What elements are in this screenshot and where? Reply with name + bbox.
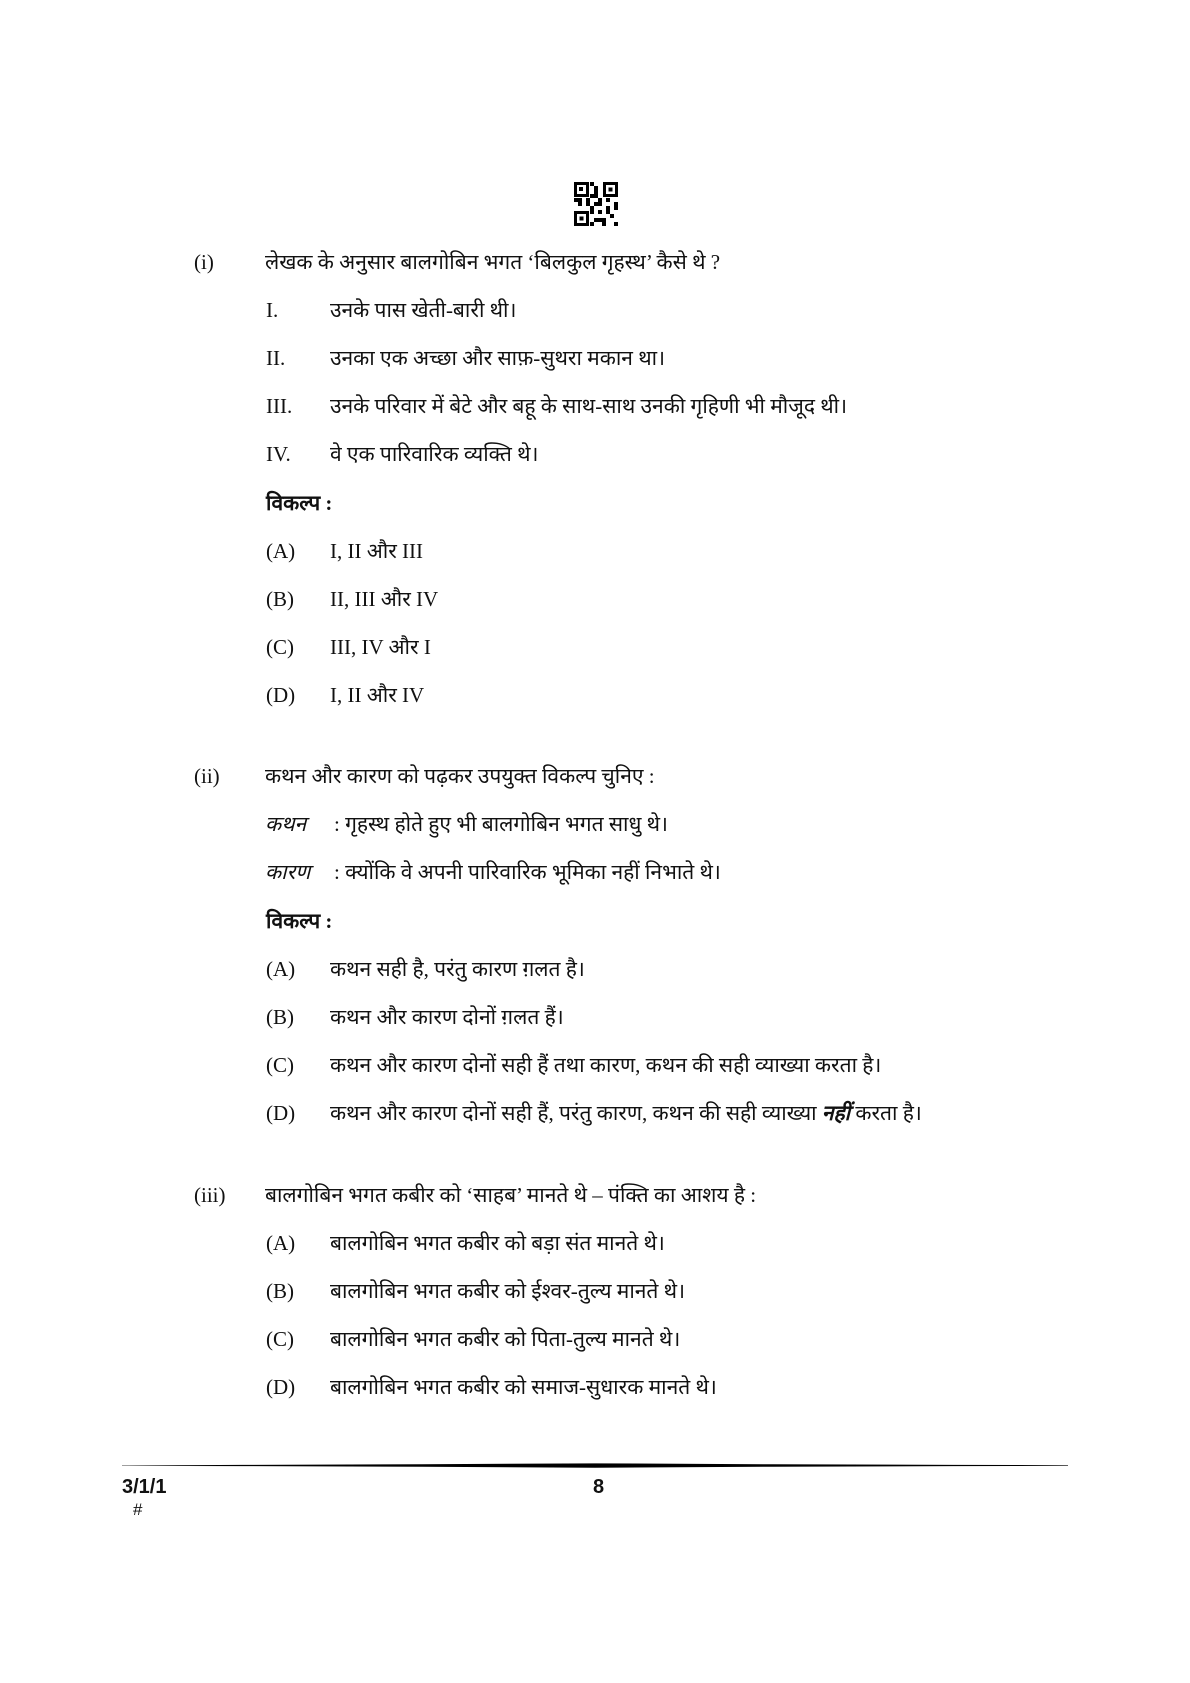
option-label: (A) <box>266 539 296 563</box>
hash-mark: # <box>133 1500 143 1519</box>
statement-text: वे एक पारिवारिक व्यक्ति थे। <box>330 442 539 466</box>
option-text: I, II और IV <box>330 683 425 707</box>
options-heading: विकल्प : <box>266 491 333 515</box>
option-label: (A) <box>266 957 296 981</box>
option-text: कथन और कारण दोनों सही हैं तथा कारण, कथन की सही व्याख्या करता है। <box>330 1053 882 1077</box>
option-label: (A) <box>266 1231 296 1255</box>
statement-text: उनका एक अच्छा और साफ़-सुथरा मकान था। <box>330 346 666 370</box>
option-label: (B) <box>266 587 294 611</box>
option-label: (B) <box>266 1279 294 1303</box>
option-label: (C) <box>266 635 294 659</box>
option-text: कथन और कारण दोनों ग़लत हैं। <box>330 1005 564 1029</box>
statement-label: III. <box>266 394 293 418</box>
question-text: लेखक के अनुसार बालगोबिन भगत ‘बिलकुल गृहस्थ’ कैसे थे ? <box>265 250 721 274</box>
option-text: कथन और कारण दोनों सही हैं, परंतु कारण, कथन की सही व्याख्या नहीं करता है। <box>330 1101 922 1125</box>
option-text: बालगोबिन भगत कबीर को ईश्वर-तुल्य मानते थे। <box>330 1279 686 1303</box>
footer-divider <box>122 1463 1068 1468</box>
option-text: बालगोबिन भगत कबीर को बड़ा संत मानते थे। <box>330 1231 665 1255</box>
question-text: बालगोबिन भगत कबीर को ‘साहब’ मानते थे – पंक्ति का आशय है : <box>265 1183 757 1207</box>
options-heading: विकल्प : <box>266 909 333 933</box>
emphasis-text: नहीं <box>821 1101 851 1125</box>
option-label: (C) <box>266 1327 294 1351</box>
option-text: कथन सही है, परंतु कारण ग़लत है। <box>330 957 585 981</box>
assertion-label: कथन <box>265 812 307 836</box>
question-text: कथन और कारण को पढ़कर उपयुक्त विकल्प चुनिए : <box>265 764 655 788</box>
statement-text: उनके पास खेती-बारी थी। <box>330 298 517 322</box>
option-text: I, II और III <box>330 539 424 563</box>
statement-label: I. <box>266 298 279 322</box>
option-text: बालगोबिन भगत कबीर को समाज-सुधारक मानते थे। <box>330 1375 717 1399</box>
statement-text: उनके परिवार में बेटे और बहू के साथ-साथ उनकी गृहिणी भी मौजूद थी। <box>330 394 848 418</box>
option-text: III, IV और I <box>330 635 431 659</box>
option-text: बालगोबिन भगत कबीर को पिता-तुल्य मानते थे। <box>330 1327 681 1351</box>
option-label: (D) <box>266 683 296 707</box>
reason-text: : क्योंकि वे अपनी पारिवारिक भूमिका नहीं निभाते थे। <box>334 860 721 884</box>
qr-code-icon <box>574 182 618 226</box>
question-label: (ii) <box>194 764 220 788</box>
option-label: (C) <box>266 1053 294 1077</box>
question-label: (iii) <box>194 1183 226 1207</box>
assertion-text: : गृहस्थ होते हुए भी बालगोबिन भगत साधु थे। <box>334 812 669 836</box>
option-label: (D) <box>266 1375 296 1399</box>
question-label: (i) <box>194 250 214 274</box>
option-label: (D) <box>266 1101 296 1125</box>
reason-label: कारण <box>265 860 311 884</box>
paper-code: 3/1/1 <box>122 1476 167 1498</box>
option-label: (B) <box>266 1005 294 1029</box>
option-text: II, III और IV <box>330 587 439 611</box>
page-number: 8 <box>593 1476 605 1498</box>
statement-label: IV. <box>266 442 291 466</box>
statement-label: II. <box>266 346 286 370</box>
